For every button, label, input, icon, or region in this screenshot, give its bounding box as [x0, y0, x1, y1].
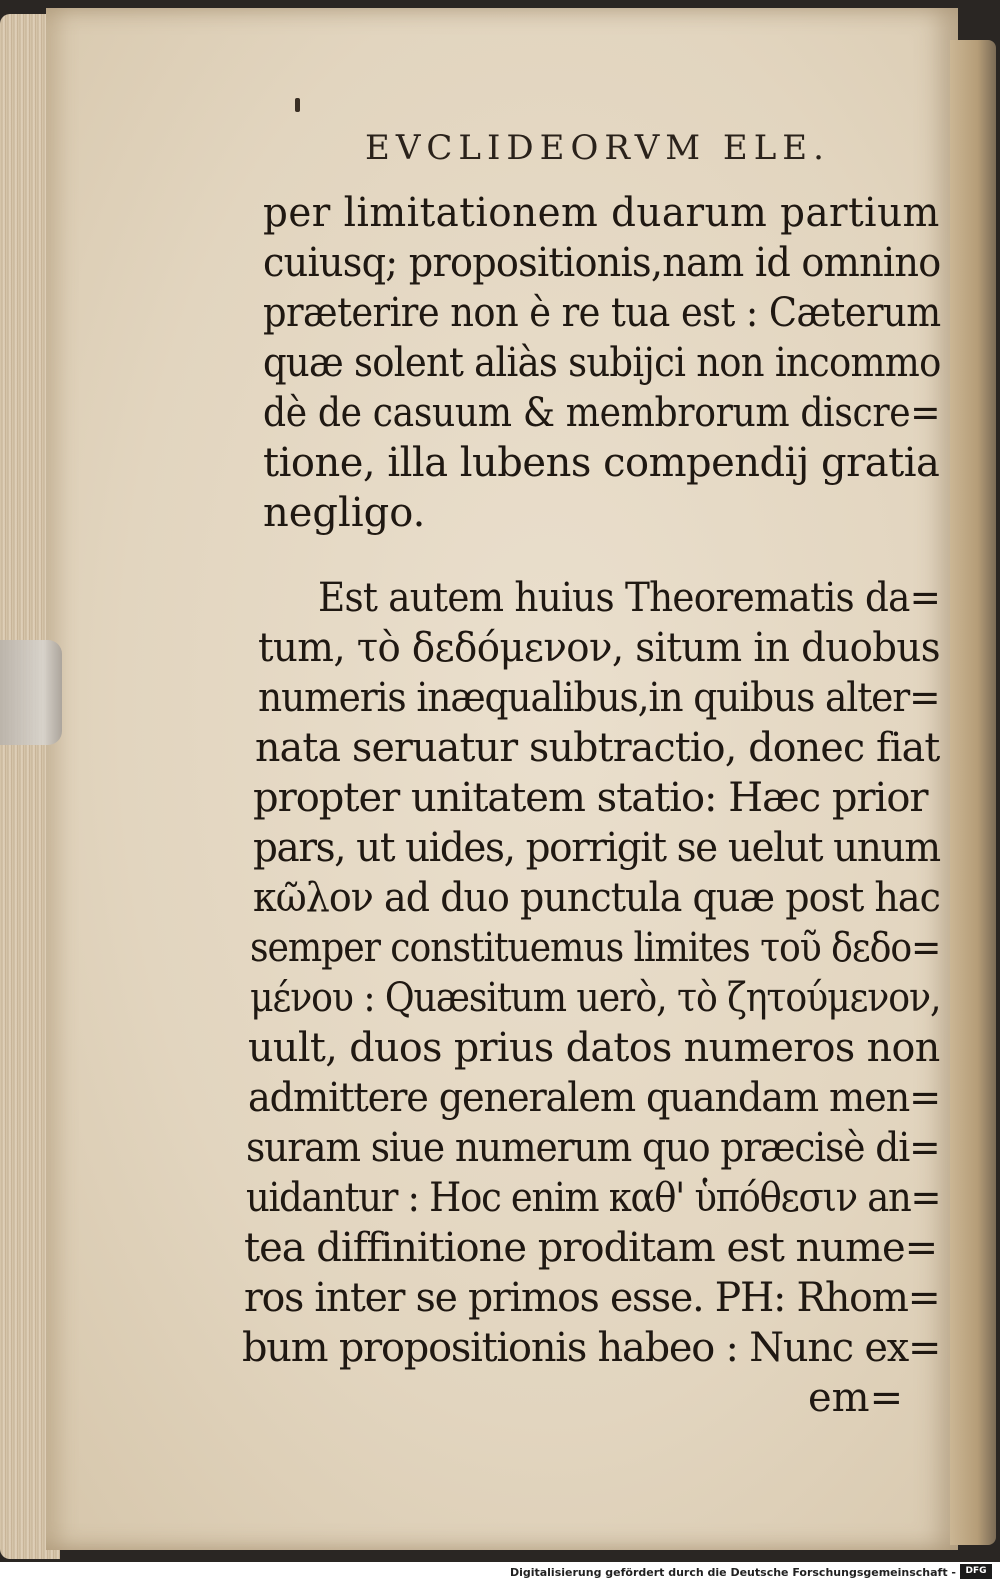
text-line-20: uidantur : Hoc enim καθ' ὑπόθεσιν an= [246, 1175, 941, 1221]
text-line-21: tea diffinitione proditam est nume= [244, 1225, 938, 1271]
text-line-13: pars, ut uides, porrigit se uelut unum [253, 825, 940, 871]
text-line-15: semper constituemus limites τοῦ δεδο= [250, 925, 941, 971]
text-line-3: præterire non è re tua est : Cæterum [263, 290, 941, 336]
text-line-6: tione, illa lubens compendij gratia [263, 440, 940, 486]
text-line-5: dè de casuum & membrorum discre= [263, 390, 941, 436]
text-line-8: Est autem huius Theorematis da= [318, 575, 941, 621]
text-line-4: quæ solent aliàs subijci non incommo [263, 340, 941, 386]
text-line-19: suram siue numerum quo præcisè di= [246, 1125, 940, 1171]
text-line-17: uult, duos prius datos numeros non [248, 1025, 940, 1071]
text-line-1: per limitationem duarum partium [263, 190, 940, 236]
text-line-7: negligo. [263, 490, 426, 536]
text-line-18: admittere generalem quandam men= [248, 1075, 941, 1121]
dfg-logo: DFG [960, 1564, 992, 1579]
text-line-2: cuiusq; propositionis,nam id omnino [263, 240, 941, 286]
text-line-16: μένου : Quæsitum uerò, τὸ ζητούμενον, [250, 975, 941, 1021]
text-line-9: tum, τὸ δεδόμενον, situm in duobus [258, 625, 940, 671]
ink-mark [295, 98, 300, 112]
digitization-footer [0, 1562, 1000, 1583]
catchword: em= [808, 1375, 904, 1421]
text-line-22: ros inter se primos esse. PH: Rhom= [244, 1275, 940, 1321]
footer-credit: Digitalisierung gefördert durch die Deutsche Forschungsgemeinschaft - [509, 1566, 956, 1579]
running-head: EVCLIDEORVM ELE. [365, 128, 830, 168]
text-line-11: nata seruatur subtractio, donec fiat [255, 725, 940, 771]
text-line-14: κῶλον ad duo punctula quæ post hac [253, 875, 940, 921]
text-line-12: propter unitatem statio: Hæc prior [253, 775, 928, 821]
text-line-10: numeris inæqualibus,in quibus alter= [258, 675, 940, 721]
text-line-23: bum propositionis habeo : Nunc ex= [242, 1325, 941, 1371]
page-edges-right [950, 40, 996, 1545]
bookmark-tab [0, 640, 62, 745]
